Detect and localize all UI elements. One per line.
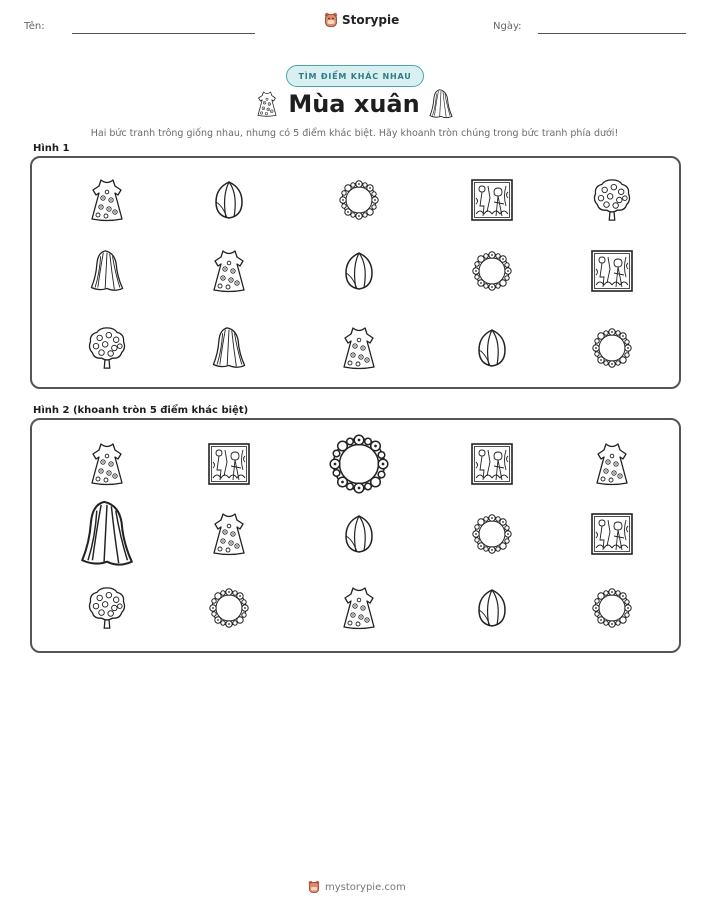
wreath-icon[interactable] [207, 586, 251, 630]
dress-icon[interactable] [207, 512, 251, 556]
tulip-icon [337, 249, 381, 293]
wreath-icon [470, 249, 514, 293]
picture-2-label: Hình 2 (khoanh tròn 5 điểm khác biệt) [33, 405, 249, 416]
tree-icon [590, 178, 634, 222]
tulip-icon[interactable] [470, 586, 514, 630]
activity-badge: TÌM ĐIỂM KHÁC NHAU [286, 65, 424, 87]
tree-icon[interactable] [85, 586, 129, 630]
tree-icon [85, 326, 129, 370]
picture-2-panel[interactable] [30, 418, 681, 653]
name-field[interactable] [72, 33, 255, 34]
dress-icon[interactable] [590, 442, 634, 486]
dress-icon [207, 249, 251, 293]
tulip-icon[interactable] [337, 512, 381, 556]
bear-icon [308, 880, 320, 894]
mural-icon [590, 249, 634, 293]
wreath-icon[interactable] [470, 512, 514, 556]
mural-icon [470, 178, 514, 222]
footer-url[interactable]: mystorypie.com [325, 881, 406, 893]
date-field[interactable] [538, 33, 686, 34]
picture-1-label: Hình 1 [33, 143, 70, 154]
wreath-icon[interactable] [326, 431, 392, 497]
dress-icon[interactable] [337, 586, 381, 630]
wreath-icon[interactable] [590, 586, 634, 630]
brand-logo [324, 12, 399, 28]
wreath-icon [590, 326, 634, 370]
mural-icon[interactable] [207, 442, 251, 486]
tulip-icon [470, 326, 514, 370]
wreath-icon [337, 178, 381, 222]
veil-icon[interactable] [72, 499, 142, 569]
instructions: Hai bức tranh trông giống nhau, nhưng có 5 điểm khác biệt. Hãy khoanh tròn chúng trong bức tranh phía dưới! [90, 128, 619, 139]
mural-icon[interactable] [470, 442, 514, 486]
brand-name: Storypie [342, 13, 400, 27]
dress-icon [85, 178, 129, 222]
footer [308, 880, 406, 894]
veil-icon [85, 249, 129, 293]
mural-icon[interactable] [590, 512, 634, 556]
dress-icon[interactable] [85, 442, 129, 486]
bear-icon [324, 12, 338, 28]
tulip-icon [207, 178, 251, 222]
veil-icon [428, 88, 454, 120]
name-label: Tên: [24, 21, 45, 32]
dress-icon [337, 326, 381, 370]
veil-icon [207, 326, 251, 370]
date-label: Ngày: [493, 21, 522, 32]
picture-1-panel [30, 156, 681, 389]
page-title: Mùa xuân [288, 90, 420, 118]
